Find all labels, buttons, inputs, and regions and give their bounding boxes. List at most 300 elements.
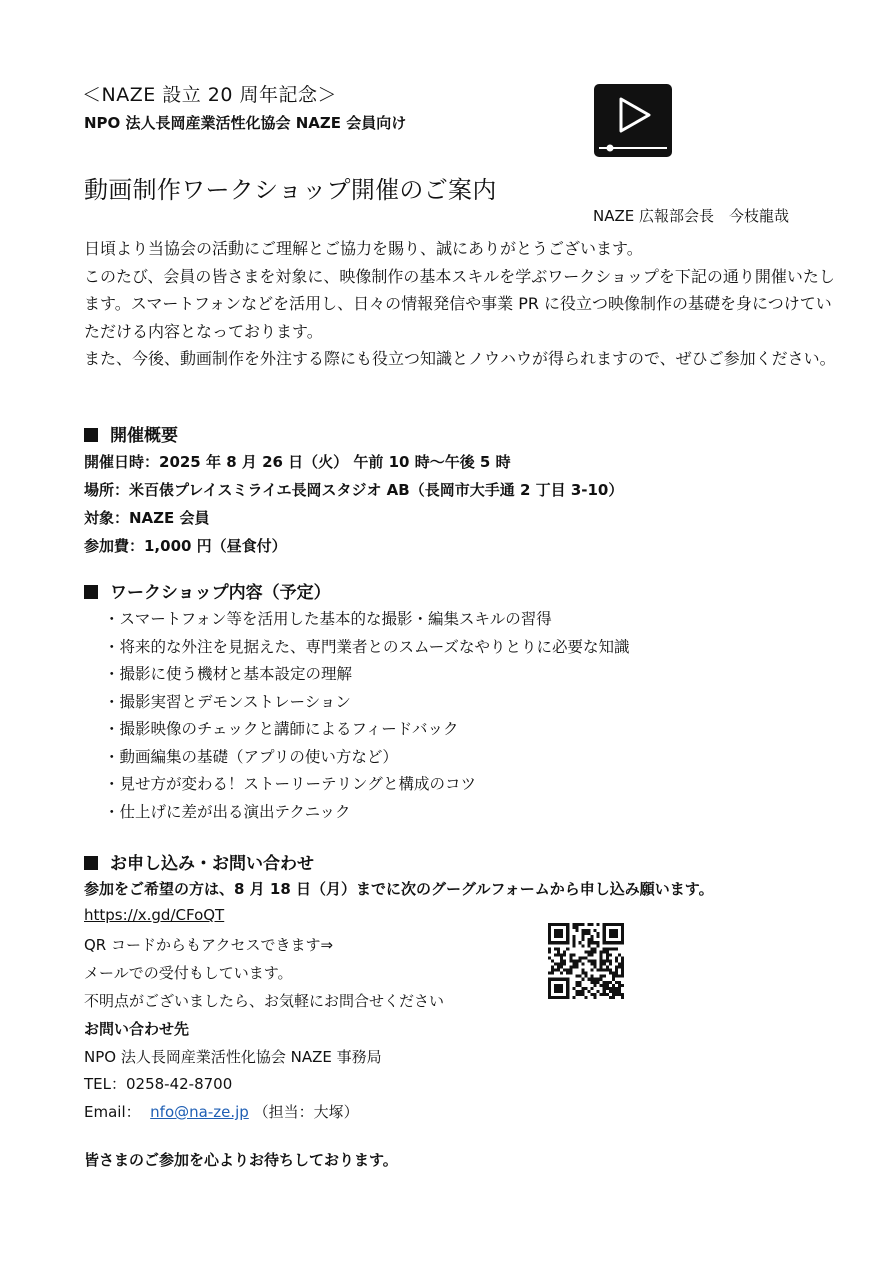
qr-module xyxy=(557,923,560,926)
qr-module xyxy=(557,984,560,987)
qr-module xyxy=(563,923,566,926)
qr-module xyxy=(566,926,569,929)
qr-module xyxy=(560,972,563,975)
qr-module xyxy=(572,938,575,941)
qr-module xyxy=(548,987,551,990)
qr-module xyxy=(572,941,575,944)
qr-module xyxy=(618,953,621,956)
qr-module xyxy=(578,993,581,996)
qr-module xyxy=(581,978,584,981)
qr-module xyxy=(557,947,560,950)
list-item: ・見せ方が変わる！ストーリーテリングと構成のコツ xyxy=(104,775,477,793)
intro-paragraph: また、今後、動画制作を外注する際にも役立つ知識とノウハウが得られますので、ぜひご参加ください。 xyxy=(84,349,836,368)
event-target: 対象：NAZE 会員 xyxy=(84,509,210,527)
qr-module xyxy=(575,963,578,966)
qr-module xyxy=(612,993,615,996)
supertitle: ＜NAZE 設立 20 周年記念＞ xyxy=(82,84,338,106)
qr-module xyxy=(591,981,594,984)
qr-module xyxy=(600,950,603,953)
qr-module xyxy=(575,975,578,978)
qr-module xyxy=(578,981,581,984)
qr-module xyxy=(569,969,572,972)
qr-module xyxy=(591,953,594,956)
qr-module xyxy=(597,944,600,947)
qr-module xyxy=(597,935,600,938)
qr-module xyxy=(554,923,557,926)
qr-module xyxy=(566,969,569,972)
qr-module xyxy=(551,978,554,981)
qr-module xyxy=(572,953,575,956)
qr-module xyxy=(606,950,609,953)
email-line xyxy=(84,1101,359,1122)
qr-module xyxy=(609,969,612,972)
qr-module xyxy=(591,978,594,981)
qr-module xyxy=(621,959,624,962)
qr-module xyxy=(591,950,594,953)
qr-module xyxy=(606,969,609,972)
qr-module xyxy=(548,996,551,999)
qr-module xyxy=(563,953,566,956)
qr-module xyxy=(588,978,591,981)
qr-module xyxy=(563,978,566,981)
qr-module xyxy=(560,932,563,935)
qr-module xyxy=(621,941,624,944)
qr-module xyxy=(566,978,569,981)
qr-module xyxy=(606,941,609,944)
qr-module xyxy=(572,935,575,938)
qr-module xyxy=(609,963,612,966)
qr-module xyxy=(615,966,618,969)
qr-module xyxy=(606,984,609,987)
qr-module xyxy=(548,984,551,987)
qr-module xyxy=(612,978,615,981)
qr-module xyxy=(615,990,618,993)
qr-module xyxy=(606,966,609,969)
qr-module xyxy=(591,987,594,990)
qr-module xyxy=(554,978,557,981)
intro-text xyxy=(84,235,844,373)
qr-module xyxy=(612,941,615,944)
qr-module xyxy=(597,981,600,984)
qr-module xyxy=(554,990,557,993)
qr-module xyxy=(600,975,603,978)
qr-module xyxy=(591,975,594,978)
qr-module xyxy=(621,938,624,941)
qr-module xyxy=(621,972,624,975)
qr-module xyxy=(566,929,569,932)
qr-module xyxy=(548,978,551,981)
qr-module xyxy=(557,935,560,938)
qr-module xyxy=(551,941,554,944)
qr-module xyxy=(551,966,554,969)
event-fee: 参加費：1,000 円（昼食付） xyxy=(84,537,287,555)
square-bullet-icon xyxy=(84,585,98,599)
qr-module xyxy=(566,993,569,996)
qr-module xyxy=(621,993,624,996)
qr-module xyxy=(603,941,606,944)
qr-module xyxy=(588,990,591,993)
qr-module xyxy=(600,978,603,981)
qr-module xyxy=(557,929,560,932)
qr-module xyxy=(569,972,572,975)
qr-module xyxy=(566,984,569,987)
qr-module xyxy=(609,947,612,950)
qr-module xyxy=(572,996,575,999)
qr-module xyxy=(563,959,566,962)
qr-module xyxy=(560,923,563,926)
qr-module xyxy=(554,941,557,944)
qr-module xyxy=(575,926,578,929)
qr-module xyxy=(612,996,615,999)
qr-module xyxy=(548,950,551,953)
qr-module xyxy=(603,926,606,929)
qr-module xyxy=(594,993,597,996)
qr-module xyxy=(563,950,566,953)
qr-module xyxy=(548,926,551,929)
qr-module xyxy=(588,944,591,947)
qr-module xyxy=(560,984,563,987)
qr-module xyxy=(597,990,600,993)
qr-module xyxy=(560,929,563,932)
qr-module xyxy=(591,941,594,944)
qr-module xyxy=(606,956,609,959)
qr-module xyxy=(557,969,560,972)
qr-module xyxy=(578,941,581,944)
qr-module xyxy=(618,975,621,978)
qr-module xyxy=(581,969,584,972)
qr-module xyxy=(563,969,566,972)
qr-module xyxy=(548,929,551,932)
qr-module xyxy=(609,923,612,926)
qr-module xyxy=(548,932,551,935)
qr-module xyxy=(581,963,584,966)
qr-module xyxy=(554,963,557,966)
qr-module xyxy=(603,923,606,926)
qr-module xyxy=(615,941,618,944)
qr-module xyxy=(606,953,609,956)
qr-module xyxy=(554,932,557,935)
qr-module xyxy=(581,987,584,990)
qr-module xyxy=(600,956,603,959)
qr-module xyxy=(609,959,612,962)
qr-module xyxy=(557,987,560,990)
qr-module xyxy=(581,938,584,941)
qr-module xyxy=(612,935,615,938)
qr-module xyxy=(557,978,560,981)
qr-module xyxy=(551,972,554,975)
qr-module xyxy=(621,935,624,938)
qr-module xyxy=(603,981,606,984)
office-name: NPO 法人長岡産業活性化協会 NAZE 事務局 xyxy=(84,1048,382,1066)
qr-module xyxy=(615,956,618,959)
qr-module xyxy=(548,993,551,996)
qr-module xyxy=(575,923,578,926)
qr-module xyxy=(554,987,557,990)
qr-module xyxy=(584,975,587,978)
qr-module xyxy=(588,932,591,935)
qr-module xyxy=(560,996,563,999)
qr-module xyxy=(612,987,615,990)
qr-module xyxy=(566,972,569,975)
qr-module xyxy=(581,972,584,975)
qr-module xyxy=(621,923,624,926)
qr-module xyxy=(566,938,569,941)
qr-module xyxy=(621,926,624,929)
qr-module xyxy=(581,929,584,932)
qr-module xyxy=(612,975,615,978)
qr-module xyxy=(615,947,618,950)
qr-module xyxy=(560,978,563,981)
qr-module xyxy=(563,963,566,966)
qr-module xyxy=(554,969,557,972)
qr-module xyxy=(603,963,606,966)
event-place: 場所：米百俵プレイスミライエ長岡スタジオ AB（長岡市大手通 2 丁目 3-10） xyxy=(84,481,624,499)
email-link[interactable]: nfo@na-ze.jp xyxy=(150,1103,249,1121)
qr-module xyxy=(575,959,578,962)
qr-module xyxy=(581,935,584,938)
list-item: ・撮影実習とデモンストレーション xyxy=(104,692,351,711)
qr-module xyxy=(615,923,618,926)
qr-module xyxy=(594,981,597,984)
qr-module xyxy=(618,966,621,969)
qr-module xyxy=(612,929,615,932)
qr-module xyxy=(575,966,578,969)
qr-module xyxy=(557,990,560,993)
qr-module xyxy=(603,993,606,996)
qr-module xyxy=(566,923,569,926)
qr-module xyxy=(557,966,560,969)
qr-module xyxy=(621,966,624,969)
qr-module xyxy=(615,959,618,962)
apply-note: 参加をご希望の方は、8 月 18 日（月）までに次のグーグルフォームから申し込み願います。 xyxy=(84,880,714,898)
qr-note: QR コードからもアクセスできます⇒ xyxy=(84,936,334,954)
qr-module xyxy=(600,953,603,956)
qr-module xyxy=(606,923,609,926)
qr-module xyxy=(584,929,587,932)
qr-module xyxy=(618,963,621,966)
mail-note: メールでの受付もしています。 xyxy=(84,964,293,982)
qr-module xyxy=(603,990,606,993)
qr-module xyxy=(566,941,569,944)
content-heading: ワークショップ内容（予定） xyxy=(84,578,331,603)
qr-module xyxy=(581,956,584,959)
qr-module xyxy=(621,984,624,987)
qr-module xyxy=(606,981,609,984)
qr-module xyxy=(594,947,597,950)
qr-module xyxy=(581,944,584,947)
audience-line: NPO 法人長岡産業活性化協会 NAZE 会員向け xyxy=(84,114,407,132)
qr-module xyxy=(621,929,624,932)
qr-module xyxy=(572,944,575,947)
qr-module xyxy=(603,987,606,990)
qr-module xyxy=(548,935,551,938)
qr-module xyxy=(612,932,615,935)
intro-paragraph: このたび、会員の皆さまを対象に、映像制作の基本スキルを学ぶワークショップを下記の通り開催いたします。スマートフォンなどを活用し、日々の情報発信や事業 PR に役立つ映像制作の基礎を身につけていただける内容となっております。 xyxy=(84,266,835,341)
qr-code[interactable] xyxy=(548,923,624,999)
event-date: 開催日時：2025 年 8 月 26 日（火） 午前 10 時～午後 5 時 xyxy=(84,453,511,471)
qr-module xyxy=(569,966,572,969)
qr-module xyxy=(609,935,612,938)
qr-module xyxy=(548,947,551,950)
qr-module xyxy=(594,941,597,944)
qr-module xyxy=(569,956,572,959)
qr-module xyxy=(584,987,587,990)
qr-module xyxy=(588,959,591,962)
qr-module xyxy=(615,969,618,972)
qr-module xyxy=(591,993,594,996)
square-bullet-icon xyxy=(84,428,98,442)
qr-module xyxy=(606,959,609,962)
qr-module xyxy=(584,932,587,935)
question-note: 不明点がございましたら、お気軽にお問合せください xyxy=(84,992,445,1010)
qr-module xyxy=(591,959,594,962)
qr-module xyxy=(566,990,569,993)
list-item: ・仕上げに差が出る演出テクニック xyxy=(104,802,351,821)
qr-module xyxy=(554,929,557,932)
qr-module xyxy=(554,947,557,950)
qr-module xyxy=(594,984,597,987)
qr-module xyxy=(557,932,560,935)
qr-module xyxy=(551,969,554,972)
qr-module xyxy=(609,972,612,975)
square-bullet-icon xyxy=(84,856,98,870)
inquiry-label: お問い合わせ先 xyxy=(84,1020,190,1038)
qr-module xyxy=(591,969,594,972)
qr-module xyxy=(578,984,581,987)
qr-module xyxy=(584,956,587,959)
qr-module xyxy=(603,975,606,978)
qr-module xyxy=(609,929,612,932)
qr-module xyxy=(597,941,600,944)
qr-module xyxy=(591,923,594,926)
qr-module xyxy=(581,932,584,935)
qr-module xyxy=(618,941,621,944)
closing-line: 皆さまのご参加を心よりお待ちしております。 xyxy=(84,1151,398,1169)
qr-module xyxy=(594,966,597,969)
qr-module xyxy=(621,963,624,966)
qr-module xyxy=(615,932,618,935)
qr-module xyxy=(563,996,566,999)
qr-module xyxy=(609,990,612,993)
qr-module xyxy=(581,990,584,993)
qr-module xyxy=(609,981,612,984)
qr-module xyxy=(612,984,615,987)
qr-module xyxy=(575,993,578,996)
qr-module xyxy=(615,972,618,975)
qr-module xyxy=(603,932,606,935)
qr-module xyxy=(609,996,612,999)
qr-module xyxy=(612,972,615,975)
qr-module xyxy=(581,993,584,996)
author-line: NAZE 広報部会長 今枝龍哉 xyxy=(593,207,790,225)
qr-module xyxy=(591,963,594,966)
qr-module xyxy=(554,935,557,938)
qr-module xyxy=(600,963,603,966)
qr-module xyxy=(621,975,624,978)
qr-module xyxy=(597,969,600,972)
qr-module xyxy=(566,987,569,990)
qr-module xyxy=(572,963,575,966)
list-item: ・撮影に使う機材と基本設定の理解 xyxy=(104,665,353,683)
qr-module xyxy=(591,935,594,938)
qr-module xyxy=(566,935,569,938)
qr-module xyxy=(588,953,591,956)
qr-module xyxy=(575,984,578,987)
qr-module xyxy=(560,963,563,966)
list-item: ・動画編集の基礎（アプリの使い方など） xyxy=(104,747,398,766)
qr-module xyxy=(554,953,557,956)
qr-module xyxy=(603,959,606,962)
qr-module xyxy=(572,966,575,969)
qr-module xyxy=(548,941,551,944)
qr-module xyxy=(584,972,587,975)
qr-module xyxy=(600,993,603,996)
qr-module xyxy=(588,938,591,941)
qr-module xyxy=(566,981,569,984)
qr-module xyxy=(615,993,618,996)
qr-module xyxy=(594,950,597,953)
form-url-link[interactable]: https://x.gd/CFoQT xyxy=(84,906,225,924)
qr-module xyxy=(597,932,600,935)
qr-module xyxy=(597,978,600,981)
qr-module xyxy=(609,941,612,944)
qr-module xyxy=(575,990,578,993)
qr-module xyxy=(615,975,618,978)
qr-module xyxy=(578,923,581,926)
qr-module xyxy=(606,987,609,990)
qr-module xyxy=(618,990,621,993)
qr-module xyxy=(548,990,551,993)
qr-module xyxy=(572,987,575,990)
qr-module xyxy=(591,938,594,941)
qr-module xyxy=(603,984,606,987)
qr-module xyxy=(566,932,569,935)
qr-module xyxy=(603,950,606,953)
qr-module xyxy=(560,966,563,969)
qr-module xyxy=(584,950,587,953)
qr-module xyxy=(618,981,621,984)
list-item: ・スマートフォン等を活用した基本的な撮影・編集スキルの習得 xyxy=(104,610,552,628)
qr-module xyxy=(548,972,551,975)
qr-module xyxy=(588,941,591,944)
qr-module xyxy=(560,953,563,956)
qr-module xyxy=(621,956,624,959)
qr-module xyxy=(612,923,615,926)
qr-module xyxy=(560,987,563,990)
qr-module xyxy=(591,947,594,950)
qr-module xyxy=(557,941,560,944)
qr-module xyxy=(548,923,551,926)
qr-module xyxy=(606,993,609,996)
qr-module xyxy=(609,953,612,956)
qr-module xyxy=(600,966,603,969)
qr-module xyxy=(548,981,551,984)
qr-module xyxy=(560,935,563,938)
qr-module xyxy=(560,941,563,944)
qr-module xyxy=(566,947,569,950)
qr-module xyxy=(581,923,584,926)
qr-module xyxy=(621,932,624,935)
intro-paragraph: 日頃より当協会の活動にご理解とご協力を賜り、誠にありがとうございます。 xyxy=(84,239,643,258)
qr-module xyxy=(603,929,606,932)
qr-module xyxy=(603,947,606,950)
qr-module xyxy=(600,969,603,972)
content-list xyxy=(104,606,629,826)
qr-module xyxy=(615,935,618,938)
qr-module xyxy=(554,996,557,999)
qr-module xyxy=(551,959,554,962)
qr-module xyxy=(618,993,621,996)
